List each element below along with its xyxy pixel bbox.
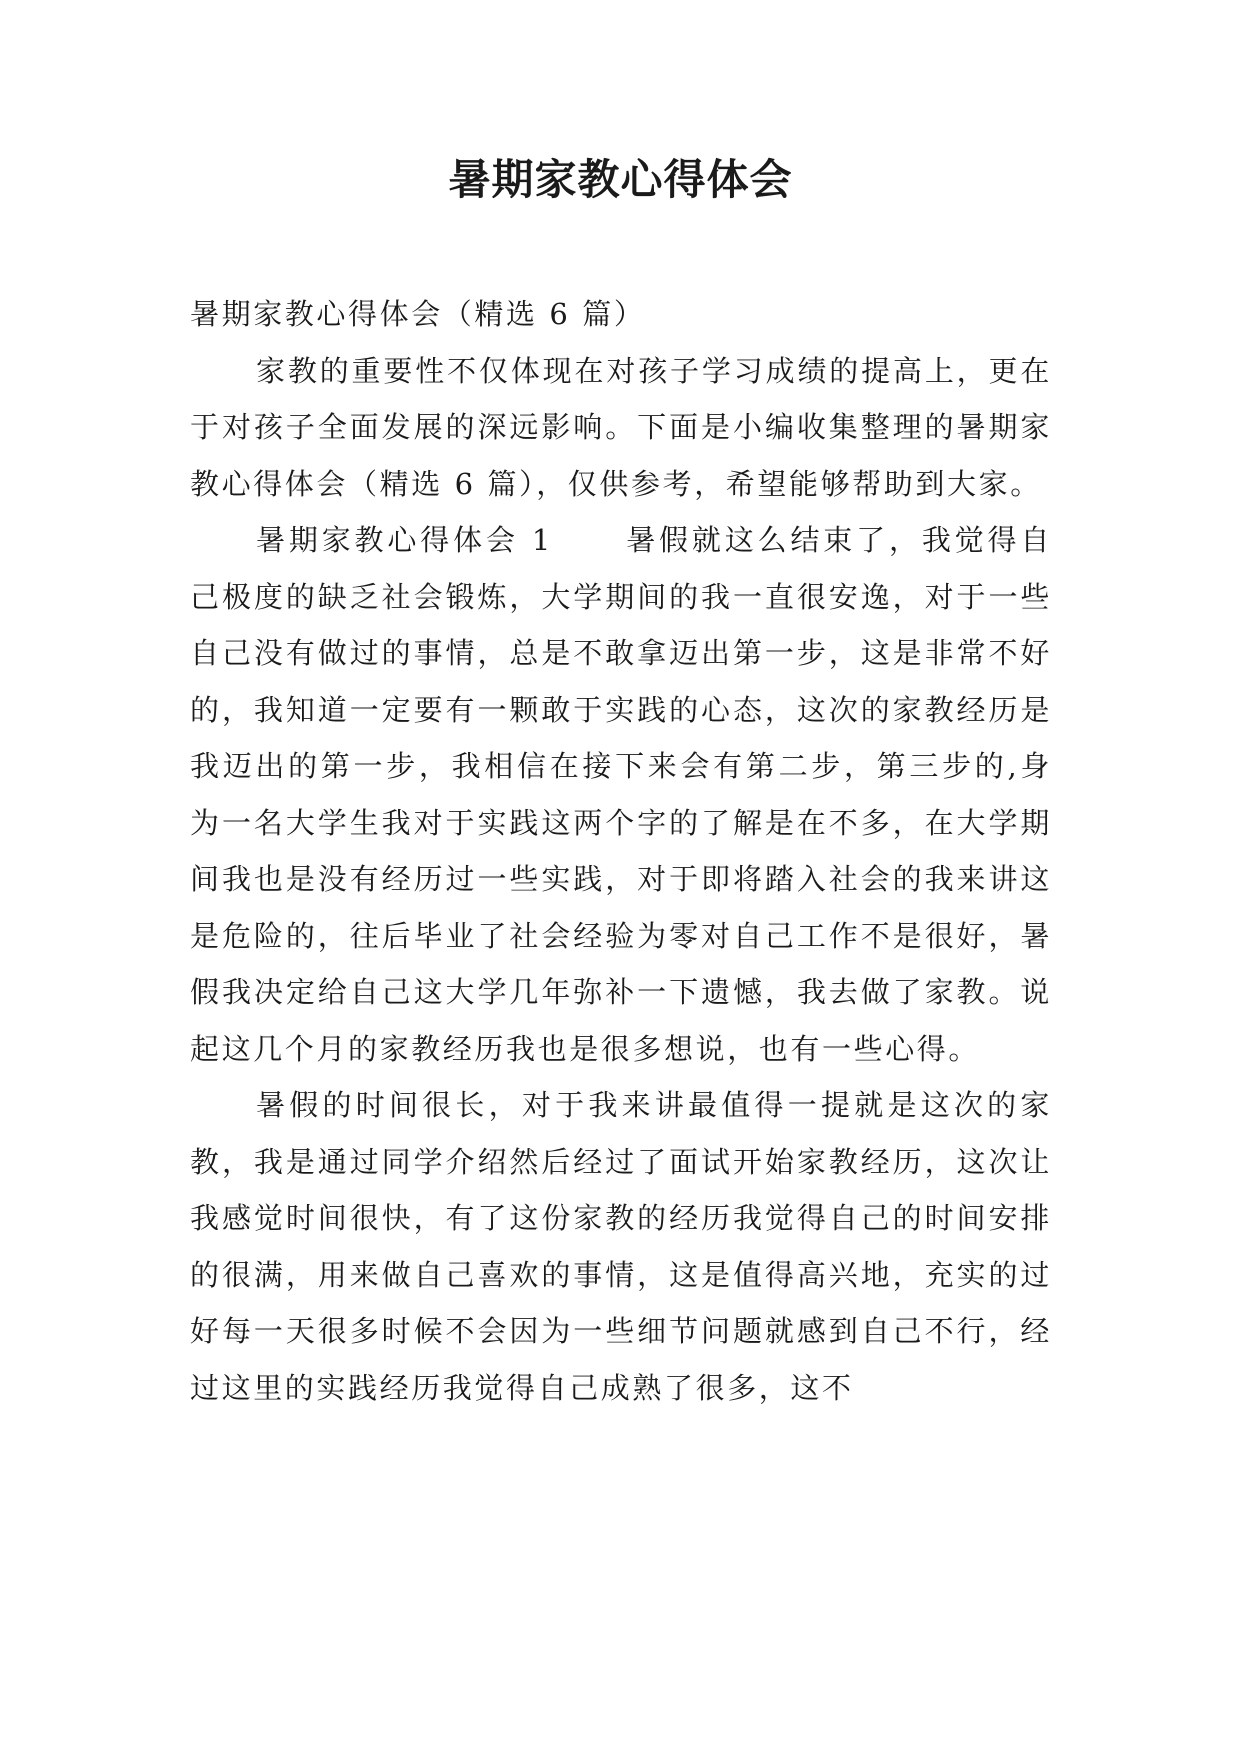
section1-heading: 暑期家教心得体会 1 [256,523,553,557]
intro-paragraph: 家教的重要性不仅体现在对孩子学习成绩的提高上，更在于对孩子全面发展的深远影响。下面是小编收集整理的暑期家教心得体会（精选 6 篇），仅供参考，希望能够帮助到大家。 [190,353,1052,501]
document-title: 暑期家教心得体会 [448,155,793,204]
section1-text: 暑假就这么结束了，我觉得自己极度的缺乏社会锻炼，大学期间的我一直很安逸，对于一些自己没有做过的事情，总是不敢拿迈出第一步，这是非常不好的，我知道一定要有一颗敢于实践的心态，这次的家教经历是我迈出的第一步，我相信在接下来会有第二步，第三步的,身为一名大学生我对于实践这两个字的了解是在不多，在大学期间我也是没有经历过一些实践，对于即将踏入社会的我来讲这是危险的，往后毕业了社会经验为零对自己工作不是很好，暑假我决定给自己这大学几年弥补一下遗憾，我去做了家教。说起这几个月的家教经历我也是很多想说，也有一些心得。 [190,523,1052,1066]
document-subtitle: 暑期家教心得体会（精选 6 篇） [190,297,646,331]
document-body [190,286,1052,1416]
section1-paragraph [190,512,1052,1077]
section1-paragraph-2: 暑假的时间很长，对于我来讲最值得一提就是这次的家教，我是通过同学介绍然后经过了面试开始家教经历，这次让我感觉时间很快，有了这份家教的经历我觉得自己的时间安排的很满，用来做自己喜欢的事情，这是值得高兴地，充实的过好每一天很多时候不会因为一些细节问题就感到自己不行，经过这里的实践经历我觉得自己成熟了很多，这不 [190,1088,1052,1405]
